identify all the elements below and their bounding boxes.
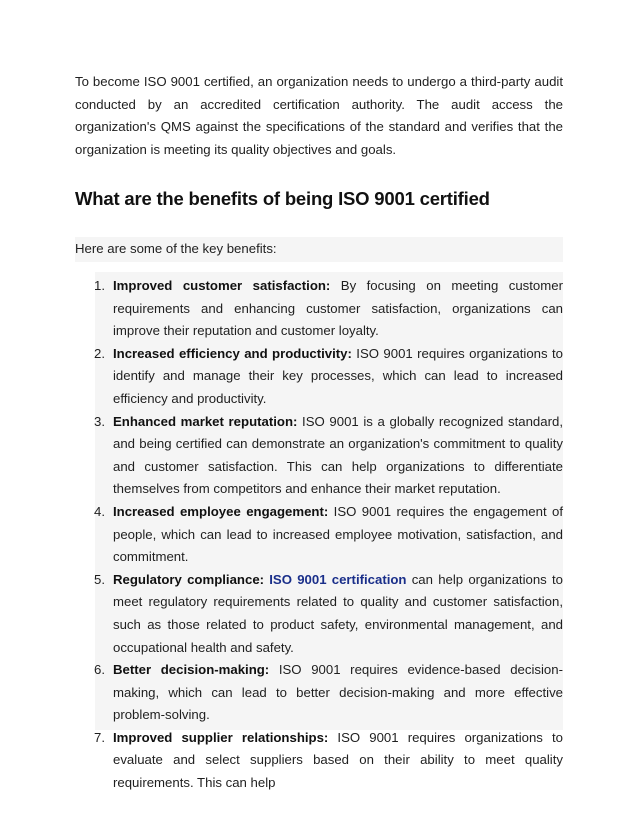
benefit-item-employee-engagement [75,501,563,569]
section-heading: What are the benefits of being ISO 9001 certified [75,188,490,209]
benefit-text: ISO 9001 requires evidence-based decision-making, which can lead to better decision-making and more effective problem-solving. [113,662,563,723]
list-number: 5. [94,571,105,587]
list-number: 4. [94,503,105,519]
benefit-title: Increased employee engagement: [113,503,329,519]
list-number: 3. [94,413,105,429]
list-number: 2. [94,345,105,361]
benefit-item-decision-making [75,659,563,727]
benefit-title: Increased efficiency and productivity: [113,345,352,361]
benefit-title: Improved customer satisfaction: [113,278,331,293]
benefit-text: ISO 9001 requires the engagement of people, which can lead to increased employee motivation, satisfaction, and commitment. [113,503,563,565]
benefit-text: By focusing on meeting customer requirements and enhancing customer satisfaction, organizations can improve their reputation and customer loyalty. [113,278,563,339]
benefit-title: Better decision-making: [113,662,270,678]
benefit-item-supplier-relationships [75,727,563,795]
list-number: 6. [94,662,105,678]
benefit-title: Regulatory compliance: [113,571,265,587]
list-number: 7. [94,729,105,745]
benefit-item-regulatory-compliance [75,569,563,659]
list-number: 1. [94,278,105,293]
benefit-text: ISO 9001 is a globally recognized standard, and being certified can demonstrate an organization's commitment to quality and customer satisfaction. This can help organizations to differentiate themselves from competitors and enhance their market reputation. [113,413,563,497]
benefits-list [75,275,563,795]
benefit-item-customer-satisfaction [75,275,563,343]
iso-certification-link[interactable]: ISO 9001 certification [269,571,407,587]
benefit-text: ISO 9001 requires organizations to identify and manage their key processes, which can lead to increased efficiency and productivity. [113,345,563,406]
benefit-title: Enhanced market reputation: [113,413,298,429]
benefit-title: Improved supplier relationships: [113,729,329,745]
benefit-item-efficiency [75,343,563,411]
benefit-item-market-reputation [75,411,563,501]
intro-paragraph: To become ISO 9001 certified, an organization needs to undergo a third-party audit conducted by an accredited certification authority. The audit access the organization's QMS against the specifications of the standard and verifies that the organization is meeting its quality objectives and goals. [75,74,563,157]
benefit-text: ISO 9001 requires organizations to evaluate and select suppliers based on their ability to meet quality requirements. This can help [113,729,563,791]
lead-sentence: Here are some of the key benefits: [75,241,277,256]
benefit-text: can help organizations to meet regulatory requirements related to quality and customer satisfaction, such as those related to product safety, environmental management, and occupational health and safety. [113,571,563,655]
